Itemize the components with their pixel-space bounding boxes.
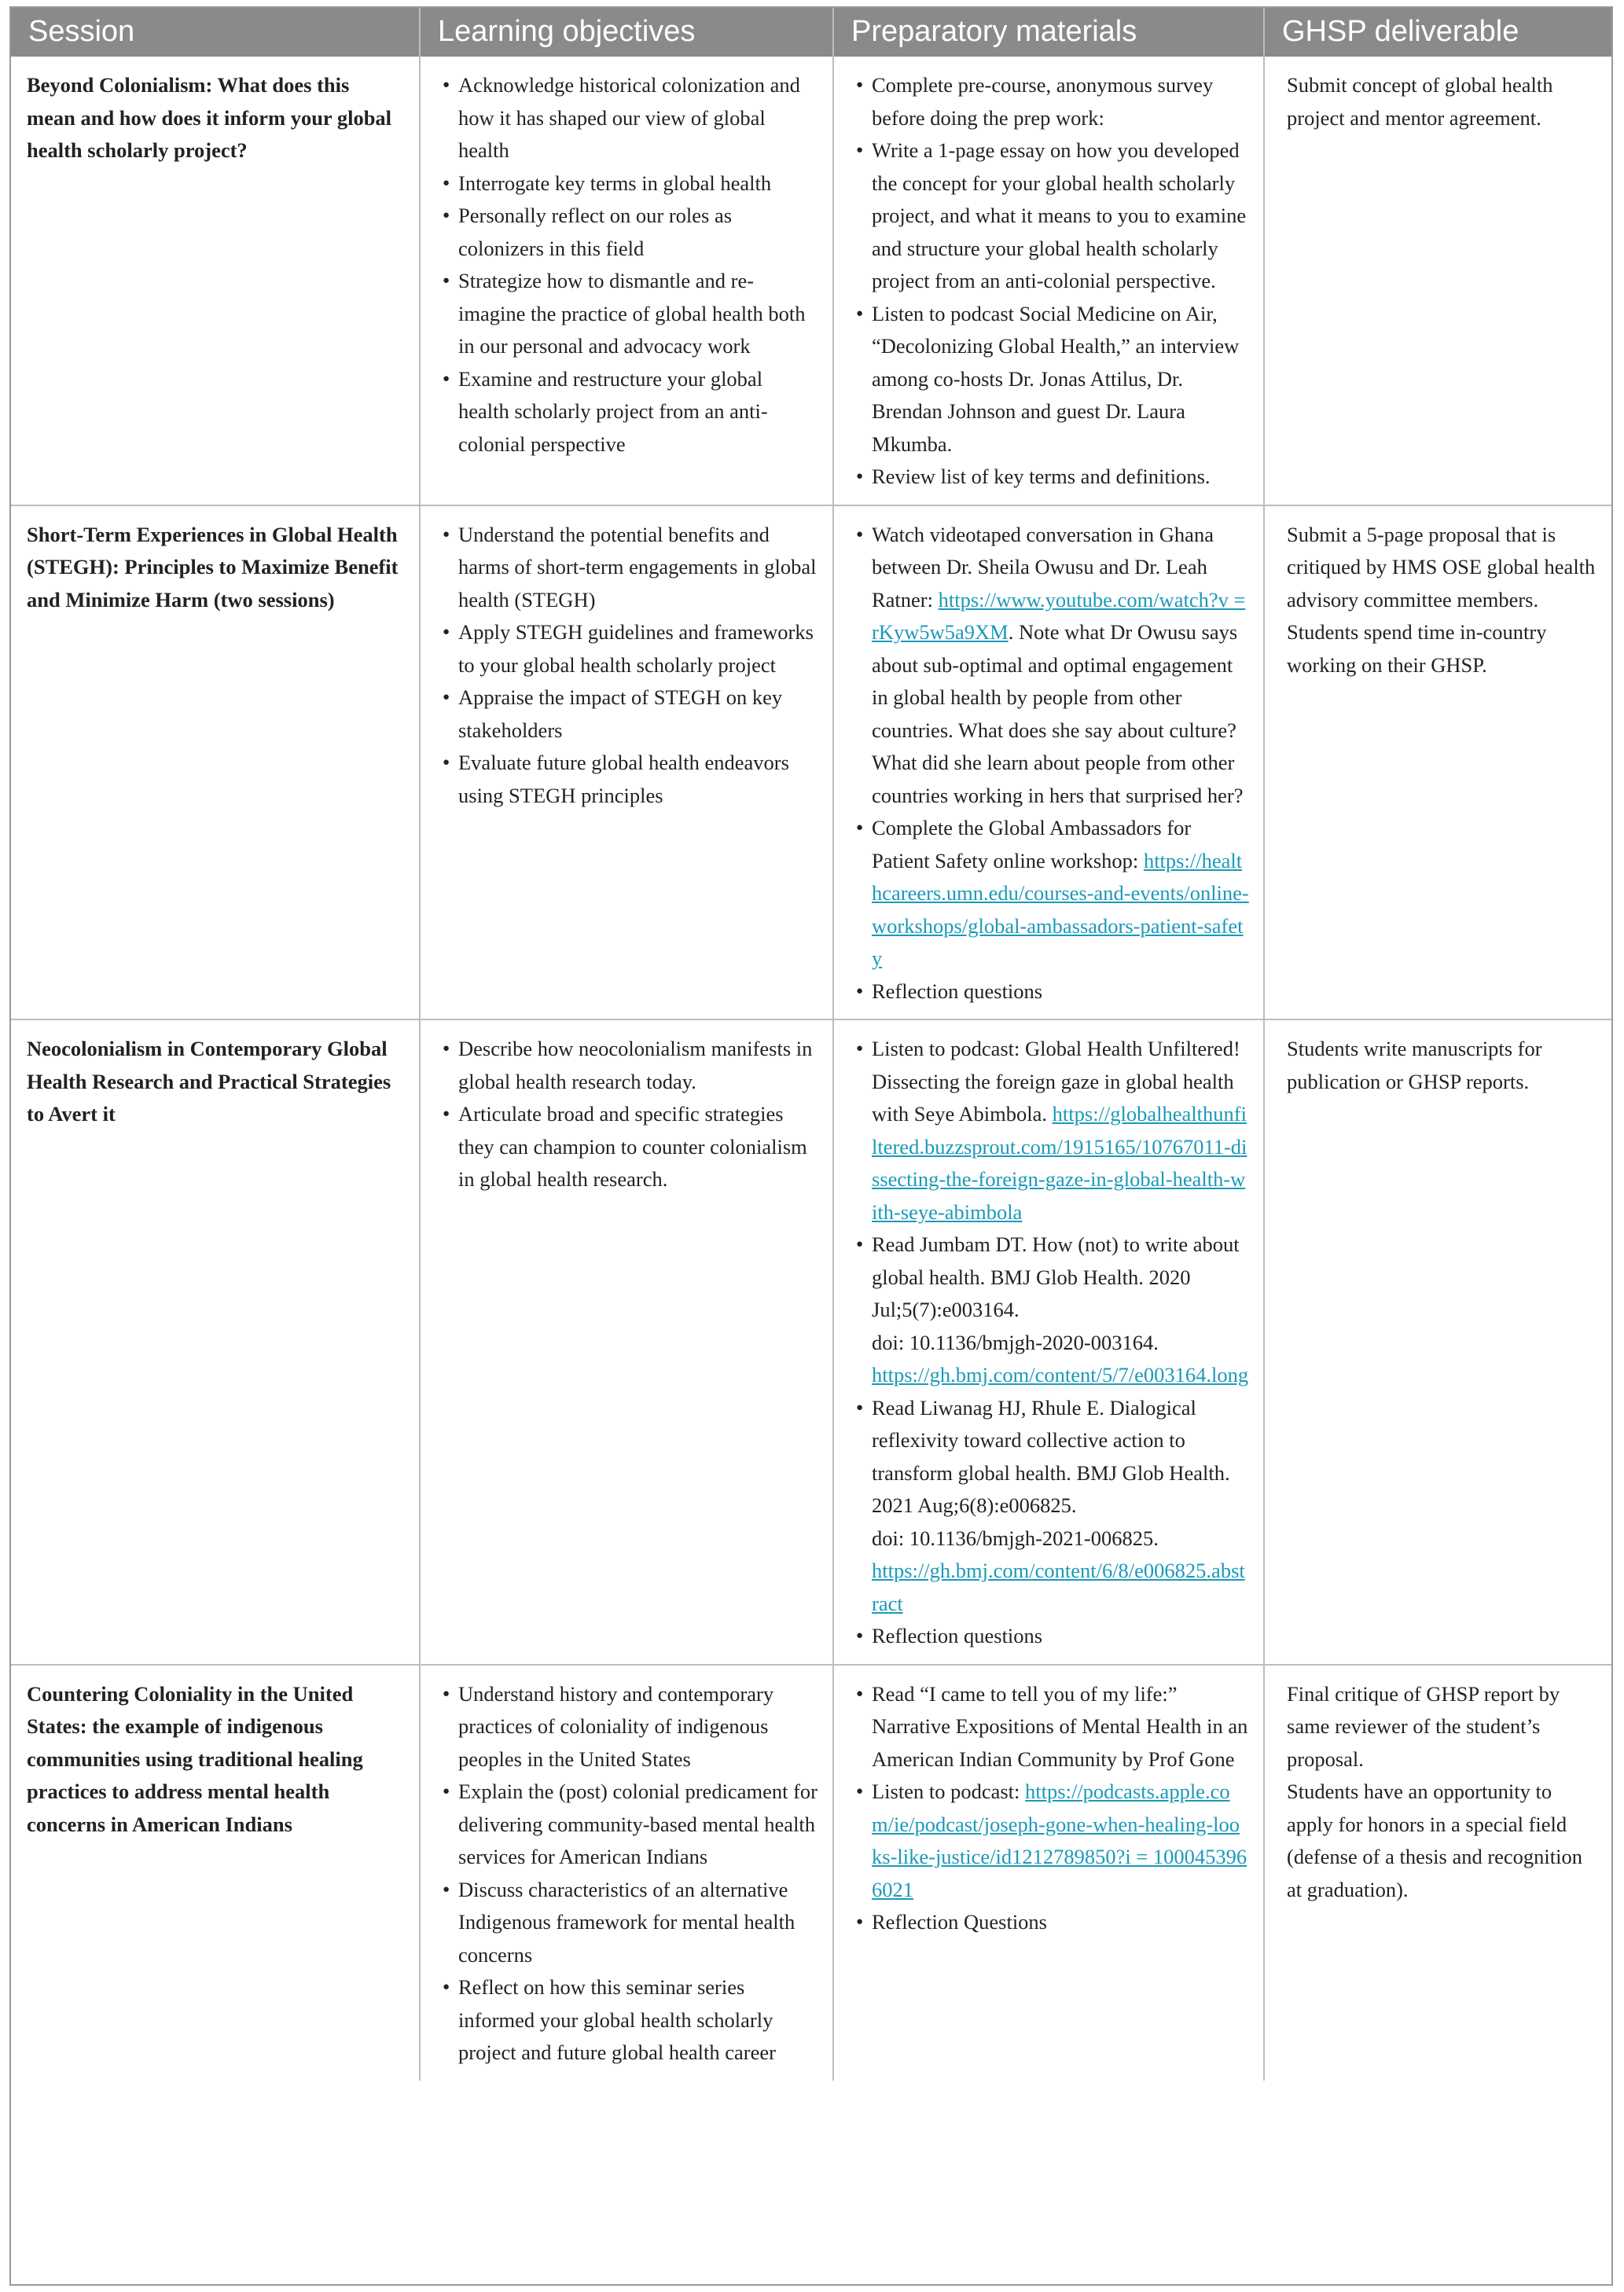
session-title: Beyond Colonialism: What does this mean and how does it inform your global health scholarly project? (11, 57, 420, 505)
table-header-row (11, 8, 1613, 57)
objective-item: ● Evaluate future global health endeavors using STEGH principles (443, 747, 818, 812)
material-text-continued: . Note what Dr Owusu says about sub-optimal and optimal engagement in global health by people from other countries. What does she say about culture? What did she learn about people from other countries working in hers that surprised her? (872, 620, 1244, 807)
material-text: Listen to podcast: Global Health Unfiltered! Dissecting the foreign gaze in global health with Seye Abimbola. (872, 1037, 1240, 1126)
objective-item: ● Describe how neocolonialism manifests in global health research today. (443, 1033, 818, 1098)
material-text: Complete pre-course, anonymous survey before doing the prep work: (872, 73, 1214, 130)
learning-objectives-cell (420, 505, 833, 1020)
table-row (11, 57, 1613, 505)
material-item (856, 1620, 1249, 1653)
materials-list (856, 69, 1249, 494)
material-link[interactable]: https://gh.bmj.com/content/6/8/e006825.abstract (872, 1559, 1245, 1615)
material-text: Write a 1-page essay on how you developed the concept for your global health scholarly project, and what it means to you to examine and structure your global health scholarly project from an anti-colonial perspective. (872, 138, 1247, 292)
material-text: Reflection Questions (872, 1910, 1047, 1934)
objective-item: ● Understand history and contemporary practices of coloniality of indigenous peoples in the United States (443, 1678, 818, 1776)
objectives-list (443, 1033, 818, 1196)
header-session: Session (11, 8, 420, 57)
objective-item: ● Appraise the impact of STEGH on key stakeholders (443, 681, 818, 747)
objective-item: ● Examine and restructure your global health scholarly project from an anti-colonial perspective (443, 363, 818, 461)
deliverable-text: Submit concept of global health project and mentor agreement. (1287, 73, 1553, 130)
material-doi: doi: 10.1136/bmjgh-2021-006825. (872, 1526, 1159, 1550)
ghsp-deliverable-cell (1264, 57, 1613, 505)
material-text: Listen to podcast Social Medicine on Air, “Decolonizing Global Health,” an interview among co-hosts Dr. Jonas Attilus, Dr. Brendan Johnson and guest Dr. Laura Mkumba. (872, 301, 1240, 456)
material-item (856, 1033, 1249, 1229)
deliverable-text: Final critique of GHSP report by same reviewer of the student’s proposal. (1287, 1681, 1560, 1771)
material-doi: doi: 10.1136/bmjgh-2020-003164. (872, 1330, 1159, 1354)
deliverable-text: Students have an opportunity to apply for honors in a special field (defense of a thesis and recognition at graduation). (1287, 1780, 1583, 1901)
material-item (856, 812, 1249, 975)
material-text: Read “I came to tell you of my life:” Narrative Expositions of Mental Health in an American Indian Community by Prof Gone (872, 1681, 1248, 1771)
session-title: Short-Term Experiences in Global Health (STEGH): Principles to Maximize Benefit and Minimize Harm (two sessions) (11, 505, 420, 1020)
material-text: Review list of key terms and definitions. (872, 465, 1211, 488)
learning-objectives-cell (420, 1665, 833, 2081)
objectives-list (443, 519, 818, 813)
deliverable-text: Submit a 5-page proposal that is critiqued by HMS OSE global health advisory committee members. (1287, 522, 1596, 612)
material-item (856, 1776, 1249, 1906)
material-item (856, 69, 1249, 134)
material-text: Complete the Global Ambassadors for Patient Safety online workshop: (872, 816, 1192, 872)
table-row (11, 1019, 1613, 1665)
ghsp-deliverable-cell (1264, 505, 1613, 1020)
material-text: Reflection questions (872, 979, 1043, 1003)
material-link[interactable]: https://podcasts.apple.com/ie/podcast/joseph-gone-when-healing-looks-like-justice/id1212789850?i = 1000453966021 (872, 1780, 1247, 1901)
material-item (856, 1392, 1249, 1621)
learning-objectives-cell (420, 57, 833, 505)
objective-item: ● Articulate broad and specific strategies they can champion to counter colonialism in global health research. (443, 1098, 818, 1196)
curriculum-table (11, 8, 1613, 2081)
table-row (11, 1665, 1613, 2081)
learning-objectives-cell (420, 1019, 833, 1665)
materials-list (856, 1678, 1249, 1939)
objectives-list (443, 69, 818, 461)
material-link[interactable]: https://globalhealthunfiltered.buzzsprout.com/1915165/10767011-dissecting-the-foreign-gaze-in-global-health-with-seye-abimbola (872, 1102, 1247, 1224)
objectives-list (443, 1678, 818, 2070)
preparatory-materials-cell (833, 1019, 1264, 1665)
material-text: Reflection questions (872, 1624, 1043, 1647)
objective-item: ● Reflect on how this seminar series informed your global health scholarly project and future global health career (443, 1971, 818, 2070)
material-text: Watch videotaped conversation in Ghana between Dr. Sheila Owusu and Dr. Leah Ratner: (872, 522, 1214, 612)
session-title: Neocolonialism in Contemporary Global Health Research and Practical Strategies to Avert it (11, 1019, 420, 1665)
ghsp-deliverable-cell (1264, 1665, 1613, 2081)
material-link[interactable]: https://www.youtube.com/watch?v = rKyw5w5a9XM (872, 587, 1246, 644)
materials-list (856, 1033, 1249, 1653)
preparatory-materials-cell (833, 1665, 1264, 2081)
objective-item: ● Discuss characteristics of an alternative Indigenous framework for mental health concerns (443, 1874, 818, 1972)
material-item (856, 298, 1249, 461)
deliverable-text: Students write manuscripts for publication or GHSP reports. (1287, 1037, 1542, 1093)
material-link[interactable]: https://healthcareers.umn.edu/courses-and-events/online-workshops/global-ambassadors-patient-safety (872, 848, 1249, 970)
material-item (856, 1906, 1249, 1939)
objective-item: ● Explain the (post) colonial predicament for delivering community-based mental health services for American Indians (443, 1776, 818, 1874)
material-item (856, 134, 1249, 298)
material-text: Read Jumbam DT. How (not) to write about global health. BMJ Glob Health. 2020 Jul;5(7):e003164. (872, 1232, 1240, 1321)
table-body (11, 57, 1613, 2081)
preparatory-materials-cell (833, 505, 1264, 1020)
objective-item: ● Acknowledge historical colonization and how it has shaped our view of global health (443, 69, 818, 167)
ghsp-deliverable-cell (1264, 1019, 1613, 1665)
header-learning-objectives: Learning objectives (420, 8, 833, 57)
header-preparatory-materials: Preparatory materials (833, 8, 1264, 57)
objective-item: ● Personally reflect on our roles as colonizers in this field (443, 200, 818, 265)
objective-item: ● Interrogate key terms in global health (443, 167, 818, 200)
objective-item: ● Understand the potential benefits and harms of short-term engagements in global health (STEGH) (443, 519, 818, 617)
material-text: Listen to podcast: (872, 1780, 1026, 1803)
header-ghsp-deliverable: GHSP deliverable (1264, 8, 1613, 57)
objective-item: ● Apply STEGH guidelines and frameworks to your global health scholarly project (443, 616, 818, 681)
preparatory-materials-cell (833, 57, 1264, 505)
objective-item: ● Strategize how to dismantle and re-imagine the practice of global health both in our personal and advocacy work (443, 265, 818, 363)
material-item (856, 975, 1249, 1008)
material-item (856, 519, 1249, 813)
material-item (856, 1678, 1249, 1776)
session-title: Countering Coloniality in the United States: the example of indigenous communities using traditional healing practices to address mental health concerns in American Indians (11, 1665, 420, 2081)
curriculum-table-frame (9, 6, 1613, 2286)
materials-list (856, 519, 1249, 1008)
material-text: Read Liwanag HJ, Rhule E. Dialogical reflexivity toward collective action to transform global health. BMJ Glob Health. 2021 Aug;6(8):e006825. (872, 1395, 1230, 1517)
material-item (856, 461, 1249, 494)
deliverable-text: Students spend time in-country working on their GHSP. (1287, 620, 1547, 677)
material-link[interactable]: https://gh.bmj.com/content/5/7/e003164.long (872, 1363, 1249, 1387)
table-row (11, 505, 1613, 1020)
material-item (856, 1229, 1249, 1392)
